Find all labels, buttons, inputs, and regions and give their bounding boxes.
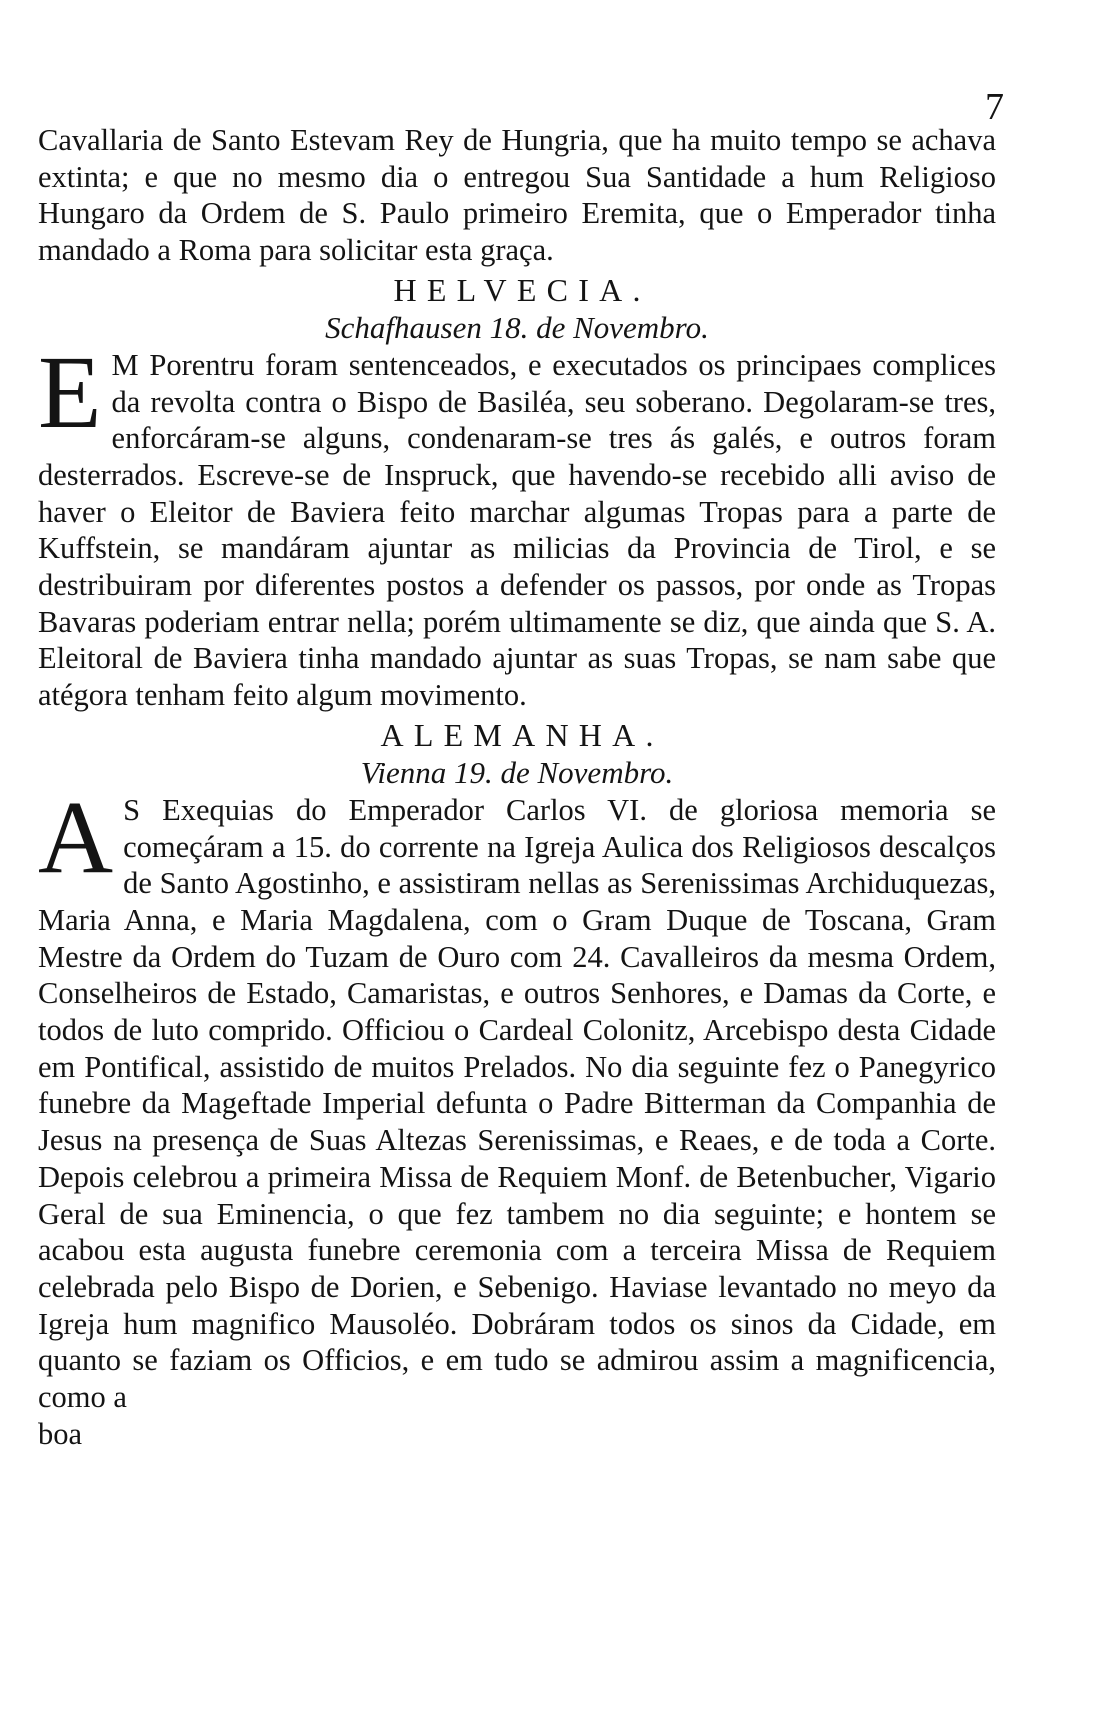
drop-cap: A bbox=[38, 779, 114, 895]
section-alemanha bbox=[38, 716, 996, 1416]
drop-cap: E bbox=[38, 334, 102, 450]
section-body bbox=[38, 334, 996, 714]
text-column bbox=[38, 122, 996, 1453]
continuation-paragraph: Cavallaria de Santo Estevam Rey de Hungria, que ha muito tempo se achava extinta; e que no mesmo dia o entregou Sua Santidade a hum Religioso Hungaro da Ordem de S. Paulo primeiro Eremita, que o Emperador tinha mandado a Roma para solicitar esta graça. bbox=[38, 123, 996, 268]
catchword: boa bbox=[38, 1416, 83, 1451]
section-dateline: Schafhausen 18. de Novembro. bbox=[325, 309, 709, 345]
page-number: 7 bbox=[985, 86, 1004, 128]
section-body bbox=[38, 779, 996, 1416]
body-text: S Exequias do Emperador Carlos VI. de gloriosa memoria se começáram a 15. do corrente na Igreja Aulica dos Religiosos descalços de Santo Agostinho, e assistiram nellas as Serenissimas Archiduquezas, Maria Anna, e Maria Magdalena, com o Gram Duque de Toscana, Gram Mestre da Ordem do Tuzam de Ouro com 24. Cavalleiros da mesma Ordem, Conselheiros de Estado, Camaristas, e outros Senhores, e Damas da Corte, e todos de luto comprido. Officiou o Cardeal Colonitz, Arcebispo desta Cidade em Pontifical, assistido de muitos Prelados. No dia seguinte fez o Panegyrico funebre da Mageftade Imperial defunta o Padre Bitterman da Companhia de Jesus na presença de Suas Altezas Serenissimas, e Reaes, e de toda a Corte. Depois celebrou a primeira Missa de Requiem Monf. de Betenbucher, Vigario Geral de sua Eminencia, o que fez tambem no dia seguinte; e hontem se acabou esta augusta funebre ceremonia com a terceira Missa de Requiem celebrada pelo Bispo de Dorien, e Sebenigo. Haviase levantado no meyo da Igreja hum magnifico Mausoléo. Dobráram todos os sinos da Cidade, em quanto se faziam os Officios, e em tudo se admirou assim a magnificencia, como a bbox=[38, 792, 996, 1415]
section-heading: HELVECIA. bbox=[393, 271, 651, 308]
section-dateline: Vienna 19. de Novembro. bbox=[360, 754, 674, 790]
body-text: M Porentru foram sentenceados, e executados os principaes complices da revolta contra o Bispo de Basiléa, seu soberano. Degolaram-se tres, enforcáram-se alguns, condenaram-se tres ás galés, e outros foram desterrados. Escreve-se de Inspruck, que havendo-se recebido alli aviso de haver o Eleitor de Baviera feito marchar algumas Tropas para a parte de Kuffstein, se mandáram ajuntar as milicias da Provincia de Tirol, e se destribuiram por diferentes postos a defender os passos, por onde as Tropas Bavaras poderiam entrar nella; porém ultimamente se diz, que ainda que S. A. Eleitoral de Baviera tinha mandado ajuntar as suas Tropas, se nam sabe que atégora tenham feito algum movimento. bbox=[38, 347, 996, 713]
section-heading: ALEMANHA. bbox=[380, 716, 664, 753]
section-helvecia bbox=[38, 271, 996, 714]
